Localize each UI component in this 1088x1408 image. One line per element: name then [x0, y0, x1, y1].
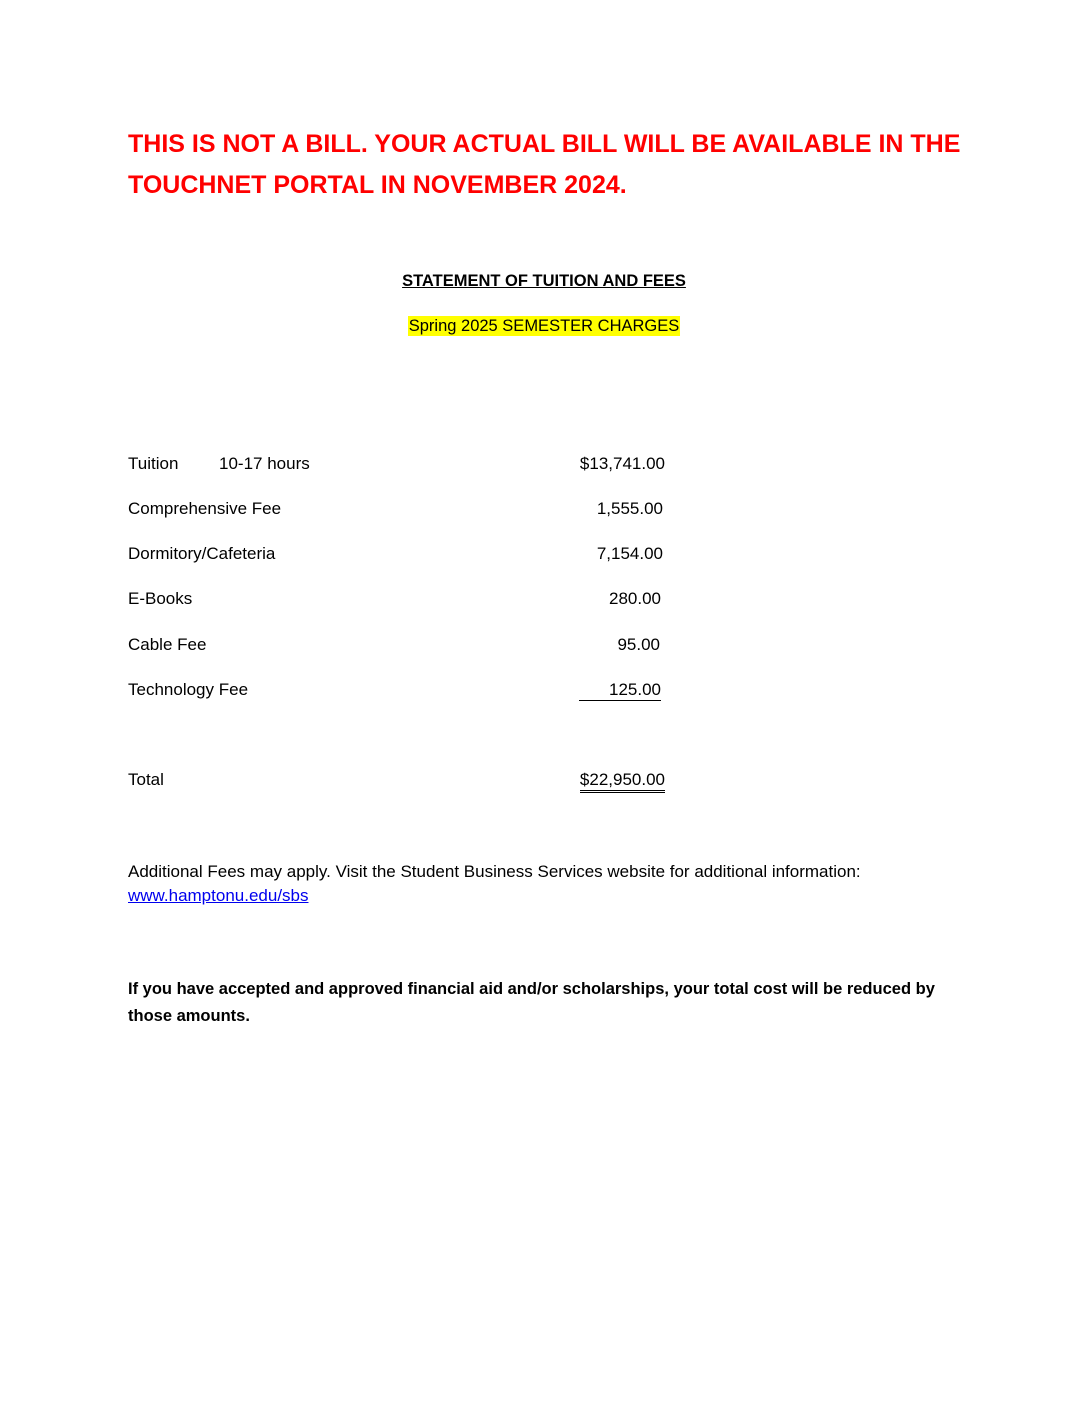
charge-label: Cable Fee [128, 635, 207, 654]
additional-fees-text: Additional Fees may apply. Visit the Student Business Services website for additional information: [128, 862, 861, 881]
charge-detail: 10-17 hours [219, 454, 310, 473]
charge-label: Comprehensive Fee [128, 499, 282, 518]
notice-line-2: TOUCHNET PORTAL IN NOVEMBER 2024. [128, 171, 627, 199]
charge-row-ebooks [128, 589, 668, 613]
charge-row-cable-fee [128, 635, 668, 659]
charge-amount: 95.00 [617, 635, 660, 654]
charge-row-dormitory [128, 544, 668, 568]
semester-heading [0, 317, 1088, 336]
total-amount: $22,950.00 [580, 770, 665, 793]
charge-row-technology-fee [128, 680, 668, 704]
charge-amount: 1,555.00 [596, 499, 663, 518]
charge-row-tuition [128, 454, 668, 478]
charge-amount: 7,154.00 [596, 544, 663, 563]
charge-amount-underlined [579, 680, 661, 701]
charge-row-comprehensive-fee [128, 499, 668, 523]
total-row [128, 770, 668, 794]
sbs-website-link[interactable]: www.hamptonu.edu/sbs [128, 886, 309, 905]
financial-aid-note: If you have accepted and approved financial aid and/or scholarships, your total cost will be reduced by those amounts. [128, 980, 935, 1025]
charge-label: Tuition [128, 454, 179, 473]
charge-label: Technology Fee [128, 680, 249, 699]
charge-label: E-Books [128, 589, 193, 608]
charge-amount: $13,741.00 [579, 454, 665, 473]
additional-fees-note [128, 860, 958, 908]
not-a-bill-notice [128, 124, 961, 206]
total-label: Total [128, 770, 164, 789]
charge-label: Dormitory/Cafeteria [128, 544, 276, 563]
statement-title: STATEMENT OF TUITION AND FEES [402, 272, 686, 290]
semester-highlight: Spring 2025 SEMESTER CHARGES [408, 317, 680, 335]
charge-amount: 280.00 [609, 589, 661, 608]
charge-amount: 125.00 [579, 680, 661, 701]
notice-line-1: THIS IS NOT A BILL. YOUR ACTUAL BILL WILL BE AVAILABLE IN THE [128, 130, 961, 158]
total-amount-wrapper [580, 770, 665, 793]
